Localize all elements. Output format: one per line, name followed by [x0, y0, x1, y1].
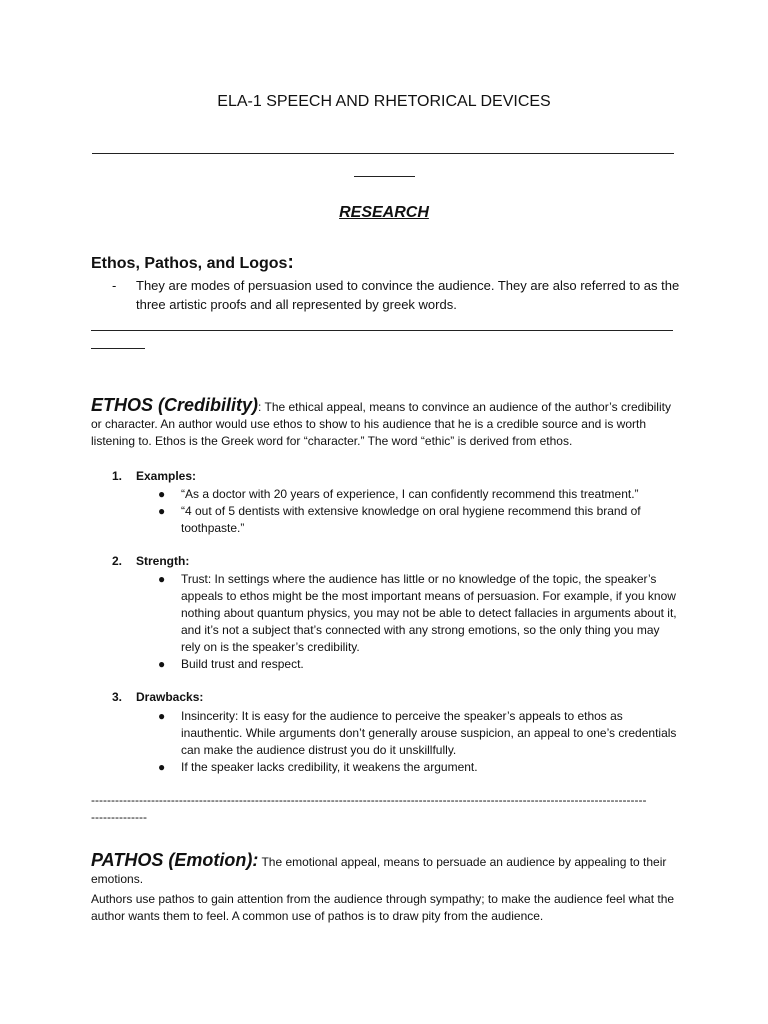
dashed-separator-continued: --------------	[91, 810, 147, 824]
divider-rule-short	[354, 176, 415, 177]
bullet-icon: ●	[158, 487, 166, 501]
bullet-icon: ●	[158, 657, 166, 671]
divider-rule-short	[91, 348, 145, 349]
ethos-section-heading	[112, 690, 203, 704]
divider-rule	[91, 330, 673, 331]
divider-rule	[92, 153, 674, 154]
pathos-intro: The emotional appeal, means to persuade an audience by appealing to their emotions.	[91, 855, 667, 886]
bullet-icon: ●	[158, 760, 166, 774]
epl-heading-colon: :	[287, 252, 294, 273]
list-item	[158, 486, 678, 503]
list-item-text: Insincerity: It is easy for the audience to perceive the speaker’s appeals to ethos as inauthentic. While arguments don’t generally arouse suspicion, an appeal to one’s credentials can make the audience distrust you do it unskillfully.	[181, 709, 677, 757]
document-title: ELA-1 SPEECH AND RHETORICAL DEVICES	[217, 93, 551, 110]
pathos-body: Authors use pathos to gain attention from the audience through sympathy; to make the audience feel what the author wants them to feel. A common use of pathos is to draw pity from the audience.	[91, 892, 675, 923]
section-number: 1.	[112, 469, 123, 483]
pathos-heading: PATHOS (Emotion):	[91, 850, 259, 870]
epl-heading	[91, 252, 294, 274]
list-item-text: If the speaker lacks credibility, it weakens the argument.	[181, 760, 478, 774]
section-label: Strength:	[136, 554, 190, 568]
list-item-text: Trust: In settings where the audience has little or no knowledge of the topic, the speaker’s appeals to ethos might be the most important means of persuasion. For example, if you know nothing about quantum physics, you may not be able to detect fallacies in arguments about it, and it’s not a subject that’s connected with any strong emotions, so the only thing you may rely on is the speaker’s credibility.	[181, 572, 677, 654]
section-number: 3.	[112, 690, 123, 704]
section-heading: RESEARCH	[339, 204, 429, 221]
epl-item-text: They are modes of persuasion used to convince the audience. They are also referred to as the three artistic proofs and all represented by greek words.	[136, 278, 680, 312]
epl-list-item	[112, 276, 682, 314]
pathos-paragraph	[91, 852, 676, 888]
epl-heading-text: Ethos, Pathos, and Logos	[91, 255, 288, 272]
bullet-icon: ●	[158, 572, 166, 586]
list-item	[158, 656, 678, 673]
list-item	[158, 708, 678, 759]
list-item-text: Build trust and respect.	[181, 657, 304, 671]
list-item	[158, 571, 678, 656]
ethos-heading-colon: :	[258, 400, 262, 414]
list-item	[158, 503, 678, 537]
section-number: 2.	[112, 554, 123, 568]
list-item-text: “4 out of 5 dentists with extensive knowledge on oral hygiene recommend this brand of toothpaste.”	[181, 504, 641, 535]
ethos-paragraph	[91, 397, 676, 450]
ethos-intro: The ethical appeal, means to convince an audience of the author’s credibility or character. An author would use ethos to show to his audience that he is a credible source and is worth listening to. Ethos is the Greek word for “character.” The word “ethic” is derived from ethos.	[91, 400, 671, 448]
ethos-section-heading	[112, 469, 196, 483]
section-label: Examples:	[136, 469, 197, 483]
section-label: Drawbacks:	[136, 690, 204, 704]
dashed-separator: -------------------------------------------------------------------------------------------------------------------------------------------	[91, 793, 647, 807]
bullet-icon: ●	[158, 709, 166, 723]
list-item-text: “As a doctor with 20 years of experience, I can confidently recommend this treatment.”	[181, 487, 639, 501]
dash-marker: -	[112, 278, 117, 293]
list-item	[158, 759, 678, 776]
ethos-heading: ETHOS (Credibility)	[91, 395, 259, 415]
ethos-section-heading	[112, 554, 189, 568]
bullet-icon: ●	[158, 504, 166, 518]
